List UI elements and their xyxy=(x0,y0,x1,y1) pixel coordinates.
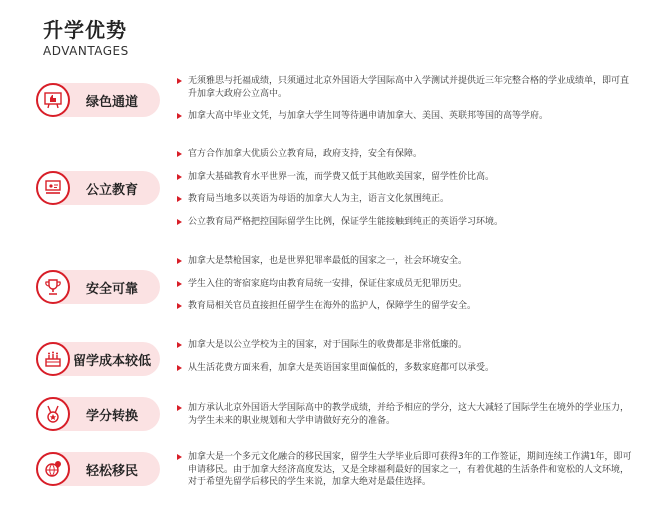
bullet-item: 加拿大基础教育水平世界一流，而学费又低于其他欧美国家，留学性价比高。 xyxy=(177,171,637,184)
section-label: 轻松移民 xyxy=(54,452,160,486)
bullet-item: 加方承认北京外国语大学国际高中的教学成绩，并给予相应的学分，这大大减轻了国际学生在境外的学业压力，为学生未来的职业规划和大学申请做好充分的准备。 xyxy=(177,402,637,427)
bullet-item: 无须雅思与托福成绩，只须通过北京外国语大学国际高中入学测试并提供近三年完整合格的学业成绩单，即可直升加拿大政府公立高中。 xyxy=(177,75,637,100)
page-title: 升学优势 xyxy=(43,18,127,42)
section-label: 绿色通道 xyxy=(54,83,160,117)
bullet-item: 官方合作加拿大优质公立教育局，政府支持，安全有保障。 xyxy=(177,148,637,161)
page-subtitle: ADVANTAGES xyxy=(43,44,129,58)
bullet-item: 公立教育局严格把控国际留学生比例，保证学生能接触到纯正的英语学习环境。 xyxy=(177,216,637,229)
cake-icon xyxy=(36,342,70,376)
trophy-icon xyxy=(36,270,70,304)
bullet-item: 加拿大是禁枪国家，也是世界犯罪率最低的国家之一，社会环境安全。 xyxy=(177,255,637,268)
bullet-item: 加拿大高中毕业文凭，与加拿大学生同等待遇申请加拿大、美国、英联邦等国的高等学府。 xyxy=(177,110,637,123)
section-label: 安全可靠 xyxy=(54,270,160,304)
teacher-board-icon xyxy=(36,171,70,205)
bullet-item: 教育局相关官员直接担任留学生在海外的监护人，保障学生的留学安全。 xyxy=(177,300,637,313)
bullet-item: 加拿大是一个多元文化融合的移民国家，留学生大学毕业后即可获得3年的工作签证，期间连续工作满1年，即可申请移民。由于加拿大经济高度发达，又是全球福利最好的国家之一，有着优越的生活条件和宽松的人文环境，对于希望先留学后移民的学生来说，加拿大绝对是最佳选择。 xyxy=(177,451,637,489)
thumbs-up-icon xyxy=(36,83,70,117)
section-label: 公立教育 xyxy=(54,171,160,205)
bullet-item: 从生活花费方面来看，加拿大是英语国家里面偏低的，多数家庭都可以承受。 xyxy=(177,362,637,375)
section-label: 学分转换 xyxy=(54,397,160,431)
section-label: 留学成本较低 xyxy=(54,342,160,376)
bullet-item: 教育局当地多以英语为母语的加拿大人为主，语言文化氛围纯正。 xyxy=(177,193,637,206)
bullet-item: 加拿大是以公立学校为主的国家，对于国际生的收费都是非常低廉的。 xyxy=(177,339,637,352)
bullet-item: 学生入住的寄宿家庭均由教育局统一安排，保证住家成员无犯罪历史。 xyxy=(177,278,637,291)
globe-pin-icon xyxy=(36,452,70,486)
medal-icon xyxy=(36,397,70,431)
